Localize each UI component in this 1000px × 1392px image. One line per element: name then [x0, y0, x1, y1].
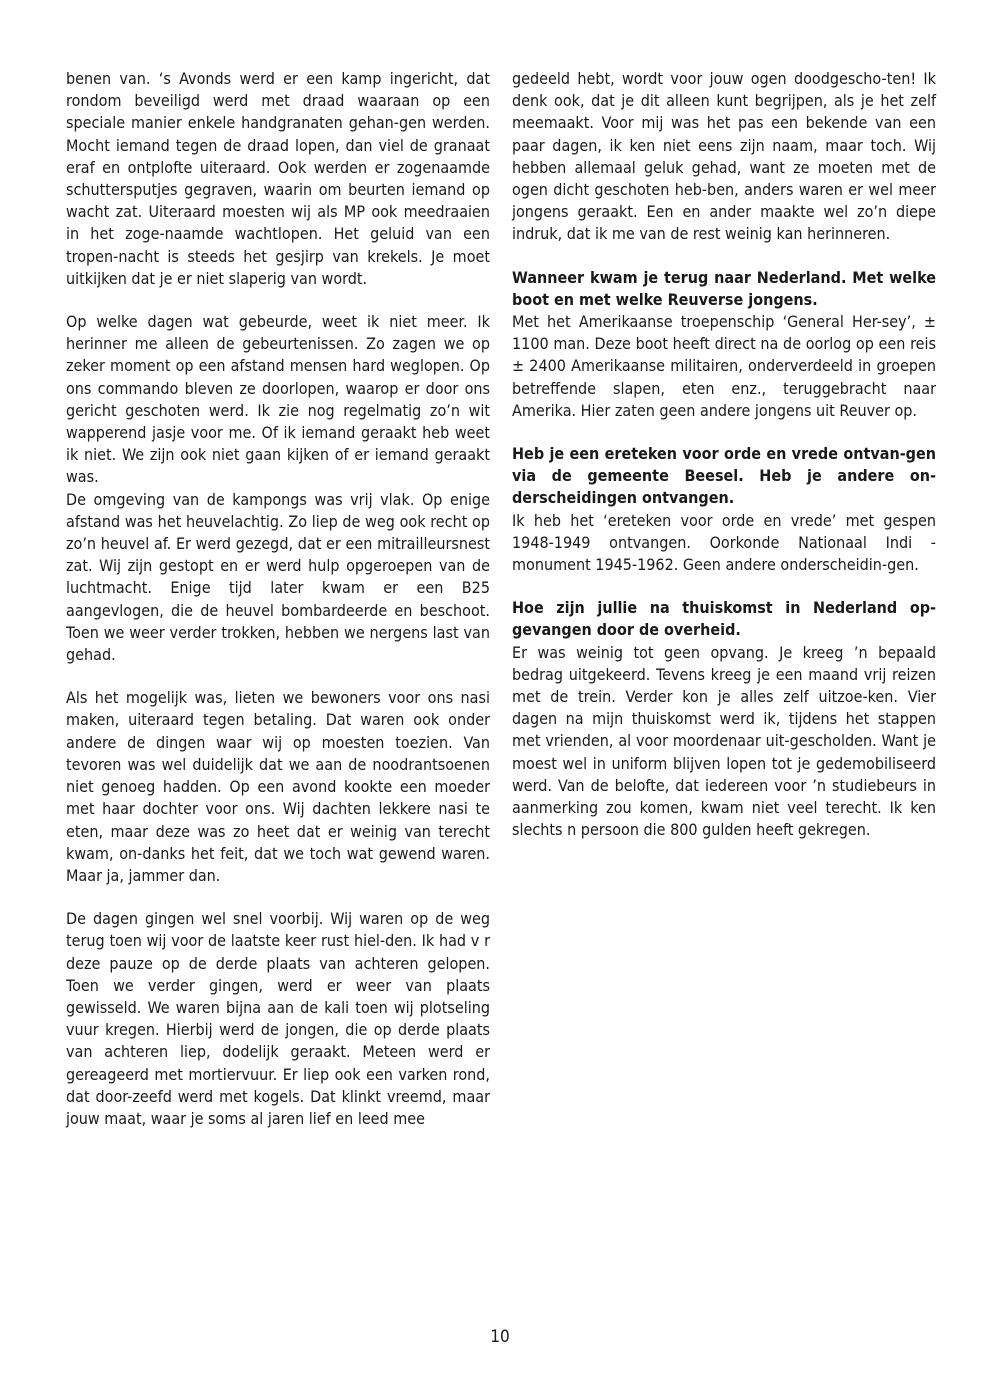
interview-answer: Ik heb het ‘ereteken voor orde en vrede’ met gespen 1948-1949 ontvangen. Oorkonde Nationaal Indi - monument 1945-1962. Geen andere onderscheidin-gen.: [512, 510, 936, 575]
interview-question: Heb je een ereteken voor orde en vrede ontvan-gen via de gemeente Beesel. Heb je andere on-derscheidingen ontvangen.: [512, 444, 936, 508]
paragraph: gedeeld hebt, wordt voor jouw ogen doodgescho-ten! Ik denk ook, dat je dit alleen kunt begrijpen, als je het zelf meemaakt. Voor mij was het pas een bekende van een paar dagen, ik ken niet eens zijn naam, maar toch. Wij hebben allemaal geluk gehad, want ze moeten met de ogen dicht geschoten heb-ben, anders waren er wel meer jongens geraakt. Een en ander maakte wel zo’n diepe indruk, dat ik me van de rest weinig kan herinneren.: [512, 69, 936, 244]
right-column: [512, 68, 936, 842]
interview-answer: Er was weinig tot geen opvang. Je kreeg ’n bepaald bedrag uitgekeerd. Tevens kreeg je een maand vrij reizen met de trein. Verder kon je alles zelf uitzoe-ken. Vier dagen na mijn thuiskomst werd ik, tijdens het stappen met vrienden, al voor moordenaar uit-gescholden. Want je moest wel in uniform blijven lopen tot je gedemobiliseerd werd. Van de belofte, dat iedereen voor ’n studiebeurs in aanmerking zou komen, kwam niet veel terecht. Ik ken slechts n persoon die 800 gulden heeft gekregen.: [512, 642, 936, 840]
interview-question: Hoe zijn jullie na thuiskomst in Nederland op-gevangen door de overheid.: [512, 598, 936, 640]
interview-question: Wanneer kwam je terug naar Nederland. Met welke boot en met welke Reuverse jongens.: [512, 267, 936, 309]
left-column: [66, 68, 490, 1130]
paragraph: Als het mogelijk was, lieten we bewoners voor ons nasi maken, uiteraard tegen betaling. Dat waren ook onder andere de dingen waar wij op moesten toezien. Van tevoren was wel duidelijk dat we aan de noodrantsoenen niet genoeg hadden. Op een avond kookte een moeder met haar dochter voor ons. Wij dachten lekkere nasi te eten, maar deze was zo heet dat er weinig van terecht kwam, on-danks het feit, dat we toch wat gewend waren. Maar ja, jammer dan.: [66, 688, 490, 885]
paragraph: De dagen gingen wel snel voorbij. Wij waren op de weg terug toen wij voor de laatste keer rust hiel-den. Ik had v r deze pauze op de derde plaats van achteren gelopen. Toen we verder gingen, werd er weer van plaats gewisseld. We waren bijna aan de kali toen wij plotseling vuur kregen. Hierbij werd de jongen, die op derde plaats van achteren liep, dodelijk geraakt. Meteen werd er gereageerd met mortiervuur. Er liep ook een varken rond, dat door-zeefd werd met kogels. Dat klinkt vreemd, maar jouw maat, waar je soms al jaren lief en leed mee: [66, 909, 490, 1128]
paragraph: De omgeving van de kampongs was vrij vlak. Op enige afstand was het heuvelachtig. Zo liep de weg ook recht op zo’n heuvel af. Er werd gezegd, dat er een mitrailleursnest zat. Wij zijn gestopt en er werd hulp opgeroepen van de luchtmacht. Enige tijd later kwam er een B25 aangevlogen, die de heuvel bombardeerde en beschoot. Toen we weer verder trokken, hebben we nergens last van gehad.: [66, 489, 490, 665]
interview-answer: Met het Amerikaanse troepenschip ‘General Her-sey’, ± 1100 man. Deze boot heeft direct na de oorlog op een reis ± 2400 Amerikaanse militairen, onderverdeeld in groepen betreffende slapen, eten enz., teruggebracht naar Amerika. Hier zaten geen andere jongens uit Reuver op.: [512, 312, 936, 420]
page-number: 10: [490, 1327, 510, 1347]
paragraph: benen van. ‘s Avonds werd er een kamp ingericht, dat rondom beveiligd werd met draad waaraan op een speciale manier enkele handgranaten gehan-gen werden. Mocht iemand tegen de draad lopen, dan viel de granaat eraf en ontplofte uiteraard. Ook werden er zogenaamde schuttersputjes gegraven, waarin om beurten iemand op wacht zat. Uiteraard moesten wij als MP ook meedraaien in het zoge-naamde wachtlopen. Het geluid van een tropen-nacht is steeds het gesjirp van krekels. Je moet uitkijken dat je er niet slaperig van wordt.: [66, 69, 490, 288]
paragraph: Op welke dagen wat gebeurde, weet ik niet meer. Ik herinner me alleen de gebeurtenissen. Zo zagen we op zeker moment op een afstand mensen hard weglopen. Op ons commando bleven ze doorlopen, waarop er door ons gericht geschoten werd. Ik zie nog regelmatig zo’n wit wapperend jasje voor me. Of ik iemand geraakt heb weet ik niet. We zijn ook niet gaan kijken of er iemand geraakt was.: [66, 312, 490, 487]
